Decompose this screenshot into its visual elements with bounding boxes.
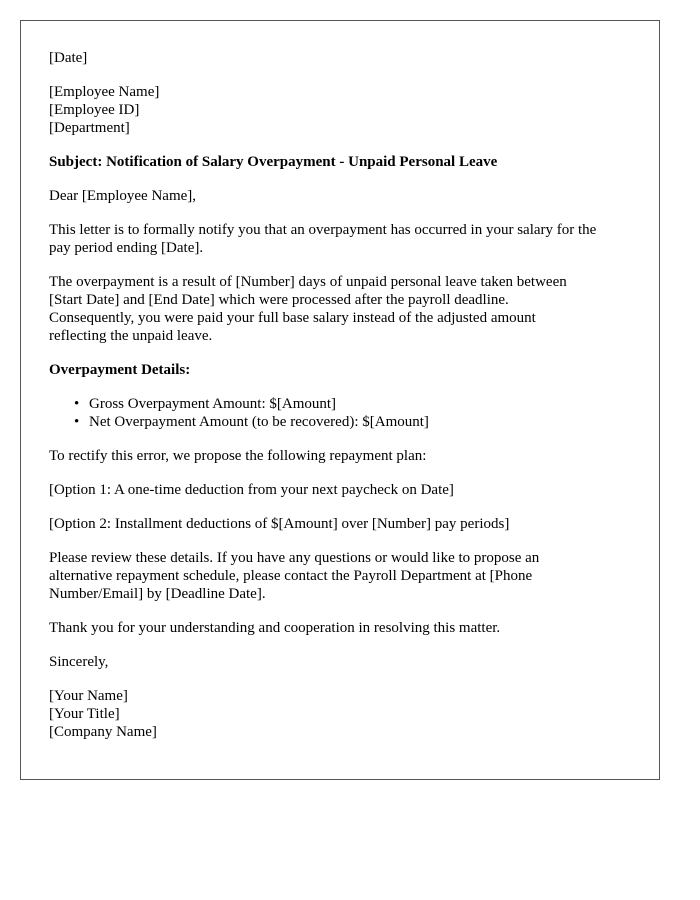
salutation-block bbox=[49, 187, 631, 205]
details-heading-text: Overpayment Details: bbox=[49, 362, 191, 378]
signature-company: [Company Name] bbox=[49, 724, 157, 740]
repayment-intro bbox=[49, 447, 631, 465]
option-1-text: [Option 1: A one-time deduction from your next paycheck on Date] bbox=[49, 482, 454, 498]
paragraph-line: pay period ending [Date]. bbox=[49, 240, 204, 256]
repayment-option-2 bbox=[49, 515, 631, 533]
recipient-id: [Employee ID] bbox=[49, 102, 140, 118]
sign-off bbox=[49, 653, 631, 671]
list-item bbox=[74, 395, 631, 413]
paragraph-line: reflecting the unpaid leave. bbox=[49, 328, 213, 344]
letter-date: [Date] bbox=[49, 50, 88, 66]
letter-date-block bbox=[49, 49, 631, 67]
repayment-intro-text: To rectify this error, we propose the following repayment plan: bbox=[49, 448, 427, 464]
bullet-icon: • bbox=[74, 414, 80, 430]
details-list bbox=[49, 395, 631, 431]
bullet-icon: • bbox=[74, 396, 80, 412]
recipient-department: [Department] bbox=[49, 120, 130, 136]
list-item-text: Gross Overpayment Amount: $[Amount] bbox=[89, 396, 337, 412]
paragraph-line: Consequently, you were paid your full base salary instead of the adjusted amount bbox=[49, 310, 536, 326]
recipient-block bbox=[49, 83, 631, 137]
sign-off-text: Sincerely, bbox=[49, 654, 109, 670]
letter-document bbox=[20, 20, 660, 780]
subject-line bbox=[49, 153, 631, 171]
closing-thanks bbox=[49, 619, 631, 637]
paragraph-line: The overpayment is a result of [Number] days of unpaid personal leave taken between bbox=[49, 274, 567, 290]
recipient-name: [Employee Name] bbox=[49, 84, 160, 100]
paragraph-line: This letter is to formally notify you that an overpayment has occurred in your salary for the bbox=[49, 222, 597, 238]
signature-name: [Your Name] bbox=[49, 688, 128, 704]
paragraph-line: Number/Email] by [Deadline Date]. bbox=[49, 586, 266, 602]
list-item-text: Net Overpayment Amount (to be recovered): $[Amount] bbox=[89, 414, 429, 430]
paragraph-line: Please review these details. If you have any questions or would like to propose an bbox=[49, 550, 540, 566]
subject-text: Subject: Notification of Salary Overpayment - Unpaid Personal Leave bbox=[49, 154, 498, 170]
paragraph-contact bbox=[49, 549, 631, 603]
option-2-text: [Option 2: Installment deductions of $[Amount] over [Number] pay periods] bbox=[49, 516, 510, 532]
signature-title: [Your Title] bbox=[49, 706, 120, 722]
salutation: Dear [Employee Name], bbox=[49, 188, 197, 204]
list-item bbox=[74, 413, 631, 431]
signature-block bbox=[49, 687, 631, 741]
paragraph-notification bbox=[49, 221, 631, 257]
paragraph-explanation bbox=[49, 273, 631, 345]
paragraph-line: alternative repayment schedule, please contact the Payroll Department at [Phone bbox=[49, 568, 533, 584]
paragraph-line: [Start Date] and [End Date] which were processed after the payroll deadline. bbox=[49, 292, 509, 308]
closing-thanks-text: Thank you for your understanding and cooperation in resolving this matter. bbox=[49, 620, 501, 636]
repayment-option-1 bbox=[49, 481, 631, 499]
details-heading bbox=[49, 361, 631, 379]
